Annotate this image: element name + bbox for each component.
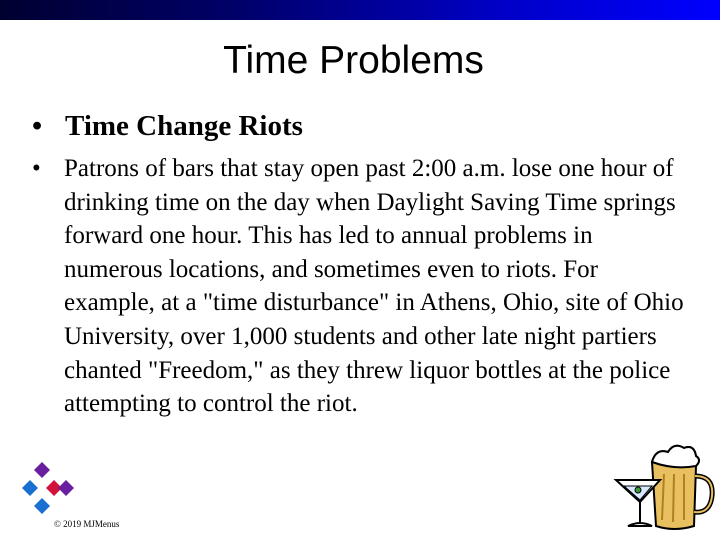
copyright-text: © 2019 MJMenus [54,519,120,529]
drinks-clipart-icon [612,440,718,532]
slide-title: Time Problems [223,39,484,82]
bullet-body-text: Patrons of bars that stay open past 2:00 a.m. lose one hour of drinking time on the day when Daylight Saving Time springs forward one hour. This has led to annual problems in numerous locations, and sometimes even to riots. For example, at a "time disturbance" in Athens, Ohio, site of Ohio University, over 1,000 students and other late night partiers chanted "Freedom," as they threw liquor bottles at the police attempting to control the riot. [64,155,684,418]
bullet-body [32,152,692,421]
bullet-heading [32,108,303,144]
bullet-marker: • [32,155,41,182]
bullet-heading-text: Time Change Riots [65,110,303,142]
bullet-marker: • [32,110,43,142]
header-gradient-bar [0,0,720,20]
diamond-logo-icon [20,458,76,514]
